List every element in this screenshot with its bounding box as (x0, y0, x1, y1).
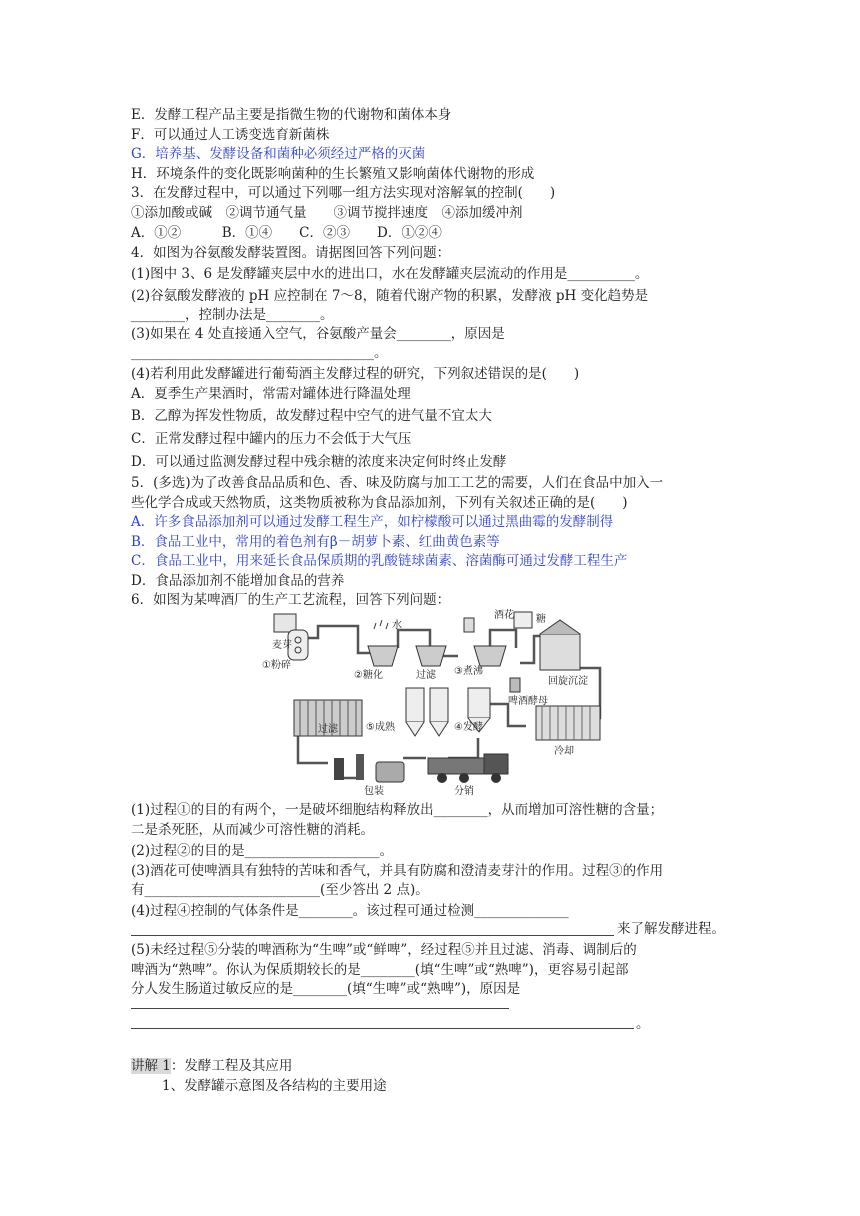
answer-line (131, 935, 614, 936)
q6-part5-end: 。 (636, 1016, 650, 1032)
label-fenxiao: 分销 (454, 786, 474, 797)
q6-part5: (5)未经过程⑤分装的啤酒称为“生啤”或“鲜啤”，经过程⑤并且过滤、消毒、调制后的 (131, 942, 637, 958)
q6-part4: (4)过程④控制的气体条件是________。该过程可通过检测______________ (131, 903, 569, 919)
label-baozhuang: 包装 (364, 786, 384, 797)
label-lengque: 冷却 (554, 746, 574, 757)
label-tang: 糖 (536, 614, 546, 625)
label-zhufei: ③煮沸 (454, 666, 483, 677)
q5-option-d: D．食品添加剂不能增加食品的营养 (131, 573, 345, 589)
q6-part2: (2)过程②的目的是____________________。 (131, 843, 394, 859)
q6-part3: (3)酒花可使啤酒具有独特的苦味和香气，并具有防腐和澄清麦芽汁的作用。过程③的作用 (131, 863, 664, 879)
label-jiumu: 啤酒酵母 (508, 696, 548, 707)
question-5-cont: 些化学合成或天然物质，这类物质被称为食品添加剂，下列有关叙述正确的是( ) (131, 495, 628, 511)
option-f: F．可以通过人工诱变选育新菌株 (131, 127, 330, 143)
section-item-1: 1、发酵罐示意图及各结构的主要用途 (162, 1078, 387, 1094)
q4-part4: (4)若利用此发酵罐进行葡萄酒主发酵过程的研究，下列叙述错误的是( ) (131, 366, 580, 382)
q6-part3-cont: 有__________________________(至少答出 2 点)。 (131, 882, 429, 898)
label-tanghua: ②糖化 (354, 670, 383, 681)
label-guolv1: 过滤 (416, 670, 436, 681)
question-6: 6．如图为某啤酒厂的生产工艺流程，回答下列问题： (131, 592, 451, 608)
q4-part2: (2)谷氨酸发酵液的 pH 应控制在 7～8，随着代谢产物的积累，发酵液 pH 变化趋势是 (131, 288, 649, 304)
q6-part1: (1)过程①的目的有两个，一是破坏细胞结构释放出________，从而增加可溶性糖的含量； (131, 802, 664, 818)
option-h: H．环境条件的变化既影响菌种的生长繁殖又影响菌体代谢物的形成 (131, 166, 535, 182)
answer-line (131, 1028, 634, 1029)
q4-option-d: D．可以通过监测发酵过程中残余糖的浓度来决定何时终止发酵 (131, 454, 507, 470)
q4-part3-blank: ____________________________________。 (131, 345, 388, 361)
label-maiya: 麦芽 (272, 640, 292, 651)
q5-option-b: B．食品工业中，常用的着色剂有β－胡萝卜素、红曲黄色素等 (131, 534, 500, 550)
label-huixuan: 回旋沉淀 (548, 676, 588, 687)
q6-part5-cont2: 分人发生肠道过敏反应的是________(填“生啤”或“熟啤”)，原因是 (131, 981, 521, 997)
question-5: 5．(多选)为了改善食品品质和色、香、味及防腐与加工工艺的需要，人们在食品中加入一 (131, 475, 664, 491)
q6-part1-cont: 二是杀死胚，从而减少可溶性糖的消耗。 (131, 822, 374, 838)
section-tag: 讲解 1 (131, 1058, 171, 1074)
answer-line (131, 1008, 509, 1009)
question-3: 3．在发酵过程中，可以通过下列哪一组方法实现对溶解氧的控制( ) (131, 185, 556, 201)
section-title: ：发酵工程及其应用 (170, 1058, 293, 1074)
q4-part3: (3)如果在 4 处直接通入空气，谷氨酸产量会________，原因是 (131, 326, 505, 342)
q4-option-b: B．乙醇为挥发性物质，故发酵过程中空气的进气量不宜太大 (131, 408, 492, 424)
label-chengshu: ⑤成熟 (366, 722, 395, 733)
beer-process-diagram (258, 608, 610, 798)
option-g: G．培养基、发酵设备和菌种必须经过严格的灭菌 (131, 146, 426, 162)
q5-option-a: A．许多食品添加剂可以通过发酵工程生产，如柠檬酸可以通过黑曲霉的发酵制得 (131, 514, 614, 530)
q4-option-c: C．正常发酵过程中罐内的压力不会低于大气压 (131, 431, 412, 447)
q4-part1: (1)图中 3、6 是发酵罐夹层中水的进出口，水在发酵罐夹层流动的作用是__________。 (131, 266, 649, 282)
q6-part4-cont: 来了解发酵进程。 (617, 921, 725, 937)
question-4: 4．如图为谷氨酸发酵装置图。请据图回答下列问题： (131, 245, 451, 261)
q6-part5-cont: 啤酒为“熟啤”。你认为保质期较长的是________(填“生啤”或“熟啤”)，更容易引起部 (131, 962, 629, 978)
label-fensui: ①粉碎 (262, 660, 291, 671)
q3-options: A．①② B．①④ C．②③ D．①②④ (131, 225, 442, 241)
q4-part2-cont: ________，控制办法是________。 (131, 307, 334, 323)
section-heading (131, 1057, 292, 1075)
q3-items: ①添加酸或碱 ②调节通气量 ③调节搅拌速度 ④添加缓冲剂 (131, 205, 523, 221)
label-guolv2: 过滤 (318, 724, 338, 735)
q5-option-c: C．食品工业中，用来延长食品保质期的乳酸链球菌素、溶菌酶可通过发酵工程生产 (131, 553, 628, 569)
option-e: E．发酵工程产品主要是指微生物的代谢物和菌体本身 (131, 107, 452, 123)
label-jiuhua: 酒花 (494, 610, 514, 621)
label-fajiao: ④发酵 (454, 722, 483, 733)
label-shui: 水 (392, 620, 402, 631)
q4-option-a: A．夏季生产果酒时，常需对罐体进行降温处理 (131, 386, 411, 402)
